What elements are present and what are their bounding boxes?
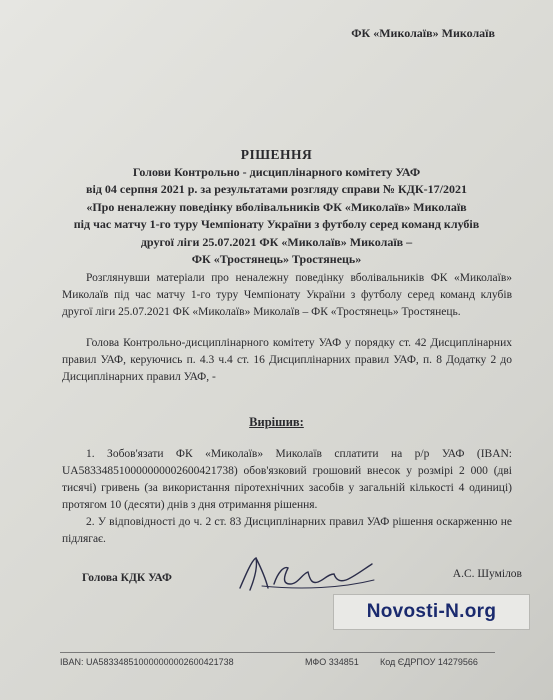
decision-heading	[0, 146, 553, 269]
heading-line: «Про неналежну поведінку вболівальників ФК «Миколаїв» Миколаїв	[86, 199, 467, 214]
footer-iban: IBAN: UA583348510000000002600421738	[60, 657, 234, 667]
heading-line: Голови Контрольно - дисциплінарного комітету УАФ	[132, 164, 421, 179]
handwritten-signature	[232, 554, 382, 598]
heading-line: під час матчу 1-го туру Чемпіонату України з футболу серед команд клубів	[73, 217, 480, 231]
footer-mfo: МФО 334851	[305, 657, 359, 667]
footer-divider	[60, 652, 495, 653]
signatory-title: Голова КДК УАФ	[82, 572, 172, 584]
heading-line: ФК «Тростянець» Тростянець»	[191, 252, 362, 266]
watermark-logo: Novosti-N.org	[333, 594, 530, 630]
heading-line: другої ліги 25.07.2021 ФК «Миколаїв» Миколаїв –	[140, 234, 413, 249]
paragraph-considering: Розглянувши матеріали про неналежну поведінку вболівальників ФК «Миколаїв» Миколаїв під час матчу 1-го туру Чемпіонату України з футболу серед команд клубів другої ліги 25.07.2021 ФК «Миколаїв» Миколаїв – ФК «Тростянець» Тростянець.	[62, 272, 512, 318]
decision-items	[62, 446, 512, 548]
signatory-name: А.С. Шумілов	[452, 568, 522, 580]
paragraph-authority: Голова Контрольно-дисциплінарного комітету УАФ у порядку ст. 42 Дисциплінарних правил УАФ, керуючись п. 4.3 ч.4 ст. 16 Дисциплінарних правил УАФ, п. 8 Додатку 2 до Дисциплінарних правил УАФ, -	[62, 337, 512, 383]
decision-item: 1. Зобов'язати ФК «Миколаїв» Миколаїв сплатити на р/р УАФ (IBAN: UA583348510000000002600421738) обов'язковий грошовий внесок у розмірі 2 000 (дві тисячі) гривень (за використання піротехнічних засобів у загальній кількості 4 одиниці) протягом 10 (десяти) днів з дня отримання рішення.	[62, 448, 512, 511]
decided-heading: Вирішив:	[249, 415, 304, 429]
footer-code: Код ЄДРПОУ 14279566	[380, 657, 478, 667]
decision-item: 2. У відповідності до ч. 2 ст. 83 Дисциплінарних правил УАФ рішення оскарженню не підлягає.	[62, 516, 512, 545]
addressee: ФК «Миколаїв» Миколаїв	[351, 26, 495, 40]
heading-line: від 04 серпня 2021 р. за результатами розгляду справи № КДК-17/2021	[86, 182, 467, 196]
decision-title: РІШЕННЯ	[240, 147, 313, 162]
